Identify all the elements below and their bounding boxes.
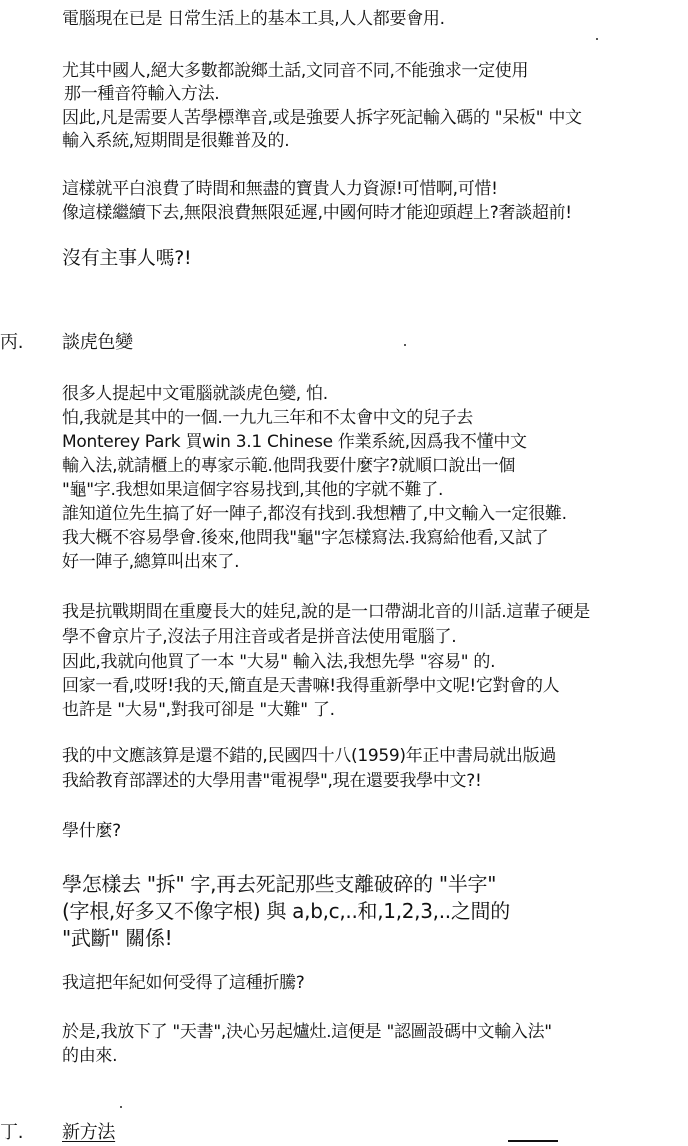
intro-line-2: 尤其中國人,絕大多數都說鄉土話,文同音不同,不能強求一定使用 [62, 61, 529, 81]
bing-line-18: (字根,好多又不像字根) 與 a,b,c,..和,1,2,3,..之間的 [62, 899, 510, 923]
bing-line-12: 回家一看,哎呀!我的天,簡直是天書嘛!我得重新學中文呢!它對會的人 [62, 676, 560, 696]
intro-line-4: 因此,凡是需要人苦學標準音,或是強要人拆字死記輸入碼的 "呆板" 中文 [62, 108, 582, 128]
bing-line-8: 好一陣子,總算叫出來了. [62, 552, 240, 572]
scan-speck [596, 38, 598, 40]
bing-line-10: 學不會京片子,沒法子用注音或者是拼音法使用電腦了. [62, 627, 457, 647]
section-ding-title: 新方法 [62, 1122, 116, 1143]
scan-rule-mark [508, 1140, 558, 1142]
bing-line-4: 輸入法,就請櫃上的專家示範.他問我要什麼字?就順口說出一個 [62, 456, 516, 476]
intro-line-3: 那一種音符輸入方法. [64, 84, 220, 104]
bing-line-19: "武斷" 關係! [62, 926, 173, 950]
bing-line-21: 於是,我放下了 "天書",決心另起爐灶.這便是 "認圖設碼中文輸入法" [62, 1022, 552, 1042]
section-ding-marker: 丁. [0, 1122, 24, 1143]
intro-line-1: 電腦現在已是 日常生活上的基本工具,人人都要會用. [62, 9, 445, 29]
bing-line-17: 學怎樣去 "拆" 字,再去死記那些支離破碎的 "半字" [62, 872, 497, 896]
bing-line-22: 的由來. [62, 1046, 118, 1066]
bing-line-2: 怕,我就是其中的一個.一九九三年和不太會中文的兒子去 [62, 408, 474, 428]
bing-line-5: "龜"字.我想如果這個字容易找到,其他的字就不難了. [62, 480, 444, 500]
intro-line-7: 像這樣繼續下去,無限浪費無限延遲,中國何時才能迎頭趕上?奢談超前! [62, 203, 572, 223]
intro-line-5: 輸入系統,短期間是很難普及的. [62, 131, 290, 151]
scan-speck [404, 344, 406, 346]
section-bing-title: 談虎色變 [62, 332, 133, 353]
bing-line-1: 很多人提起中文電腦就談虎色變, 怕. [62, 384, 328, 404]
bing-line-15: 我給教育部譯述的大學用書"電視學",現在還要我學中文?! [62, 771, 482, 791]
bing-line-3: Monterey Park 買win 3.1 Chinese 作業系統,因爲我不懂中文 [62, 432, 527, 452]
section-bing-marker: 丙. [0, 332, 24, 353]
bing-line-20: 我這把年紀如何受得了這種折騰? [62, 973, 305, 993]
intro-line-6: 這樣就平白浪費了時間和無盡的寶貴人力資源!可惜啊,可惜! [62, 179, 498, 199]
bing-line-13: 也許是 "大易",對我可卻是 "大難" 了. [62, 700, 335, 720]
bing-line-7: 我大概不容易學會.後來,他問我"龜"字怎樣寫法.我寫給他看,又試了 [62, 528, 549, 548]
bing-line-9: 我是抗戰期間在重慶長大的娃兒,說的是一口帶湖北音的川話.這輩子硬是 [62, 602, 590, 622]
bing-line-16: 學什麼? [62, 821, 121, 841]
scan-speck [120, 1106, 122, 1108]
intro-question: 沒有主事人嗎?! [62, 247, 192, 269]
bing-line-6: 誰知道位先生搞了好一陣子,都沒有找到.我想糟了,中文輸入一定很難. [62, 504, 567, 524]
bing-line-14: 我的中文應該算是還不錯的,民國四十八(1959)年正中書局就出版過 [62, 746, 557, 766]
bing-line-11: 因此,我就向他買了一本 "大易" 輸入法,我想先學 "容易" 的. [62, 652, 496, 672]
